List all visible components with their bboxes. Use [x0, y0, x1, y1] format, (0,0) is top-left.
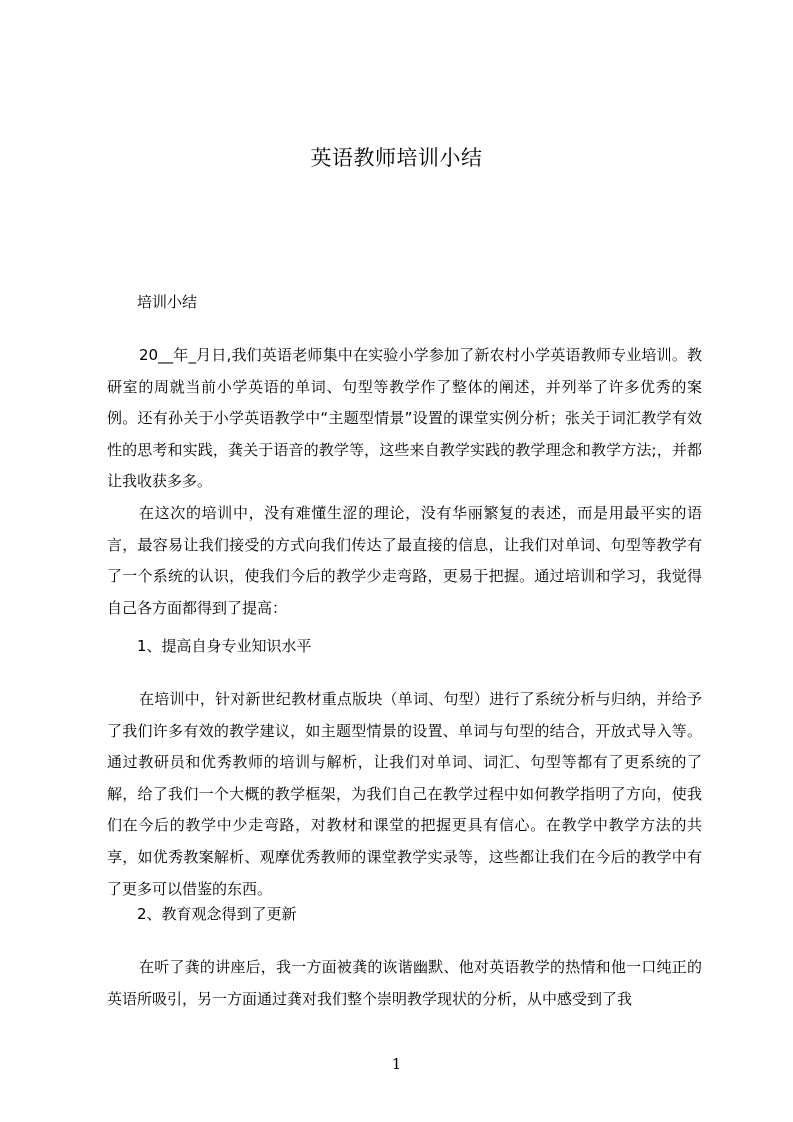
- section-2-paragraph: 在听了龚的讲座后，我一方面被龚的诙谐幽默、他对英语教学的热情和他一口纯正的英语所吸引，另一方面通过龚对我们整个崇明教学现状的分析，从中感受到了我: [107, 958, 702, 1008]
- document-title: 英语教师培训小结: [310, 146, 483, 170]
- section-2-heading: 2、教育观念得到了更新: [137, 905, 297, 923]
- section-1-heading: 1、提高自身专业知识水平: [137, 637, 312, 655]
- page-number: 1: [391, 1055, 402, 1073]
- paragraph-training: 在这次的培训中，没有难懂生涩的理论，没有华丽繁复的表述，而是用最平实的语言，最容易让我们接受的方式向我们传达了最直接的信息，让我们对单词、句型等教学有了一个系统的认识，使我们今后的教学少走弯路，更易于把握。通过培训和学习，我觉得自己各方面都得到了提高：: [107, 504, 702, 617]
- subtitle: 培训小结: [137, 293, 198, 311]
- paragraph-intro: 20__年_月日,我们英语老师集中在实验小学参加了新农村小学英语教师专业培训。教研室的周就当前小学英语的单词、句型等教学作了整体的阐述，并列举了许多优秀的案例。还有孙关于小学英语教学中“主题型情景”设置的课堂实例分析；张关于词汇教学有效性的思考和实践，龚关于语音的教学等，这些来自教学实践的教学理念和教学方法;，并都让我收获多多。: [107, 346, 702, 491]
- section-1-paragraph: 在培训中，针对新世纪教材重点版块（单词、句型）进行了系统分析与归纳，并给予了我们许多有效的教学建议，如主题型情景的设置、单词与句型的结合，开放式导入等。通过教研员和优秀教师的培训与解析，让我们对单词、词汇、句型等都有了更系统的了解，给了我们一个大概的教学框架，为我们自己在教学过程中如何教学指明了方向，使我们在今后的教学中少走弯路，对教材和课堂的把握更具有信心。在教学中教学方法的共享，如优秀教案解析、观摩优秀教师的课堂教学实录等，这些都让我们在今后的教学中有了更多可以借鉴的东西。: [107, 690, 702, 898]
